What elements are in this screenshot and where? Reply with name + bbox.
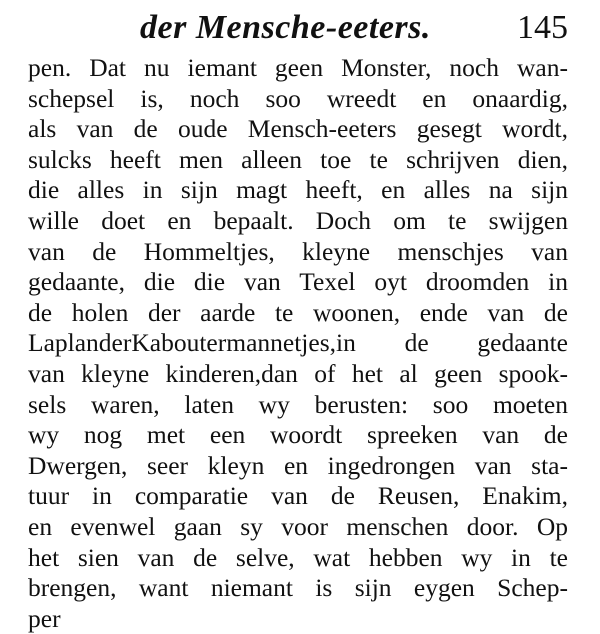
text-line: van de Hommeltjes, kleyne menschjes van	[28, 236, 568, 266]
text-line: pen. Dat nu iemant geen Monster, noch wan-	[28, 53, 568, 82]
text-line: tuur in comparatie van de Reusen, Enakim,	[28, 481, 568, 511]
body-text	[28, 53, 568, 634]
text-line: LaplanderKaboutermannetjes,in de gedaante	[28, 328, 568, 358]
text-line: per	[28, 603, 61, 633]
text-line: van kleyne kinderen,dan of het al geen spook-	[28, 358, 568, 388]
text-line: de holen der aarde te woonen, ende van de	[28, 297, 568, 327]
running-title: der Mensche-eeters.	[140, 9, 431, 46]
text-line: gedaante, die die van Texel oyt droomden in	[28, 267, 568, 297]
page-number: 145	[517, 9, 568, 46]
text-line: brengen, want niemant is sijn eygen Schep-	[28, 573, 568, 603]
text-line: schepsel is, noch soo wreedt en onaardig,	[28, 83, 568, 113]
text-line: wy nog met een woordt spreeken van de	[28, 420, 568, 450]
running-head	[28, 6, 568, 50]
text-line: sulcks heeft men alleen toe te schrijven dien,	[28, 144, 568, 174]
text-line: het sien van de selve, wat hebben wy in te	[28, 542, 568, 572]
text-line: die alles in sijn magt heeft, en alles na sijn	[28, 175, 568, 205]
text-line: Dwergen, seer kleyn en ingedrongen van sta-	[28, 450, 568, 480]
text-line: als van de oude Mensch-eeters gesegt wordt,	[28, 114, 568, 144]
text-line: en evenwel gaan sy voor menschen door. Op	[28, 511, 568, 541]
text-line: wille doet en bepaalt. Doch om te swijgen	[28, 205, 568, 235]
text-line: sels waren, laten wy berusten: soo moeten	[28, 389, 568, 419]
